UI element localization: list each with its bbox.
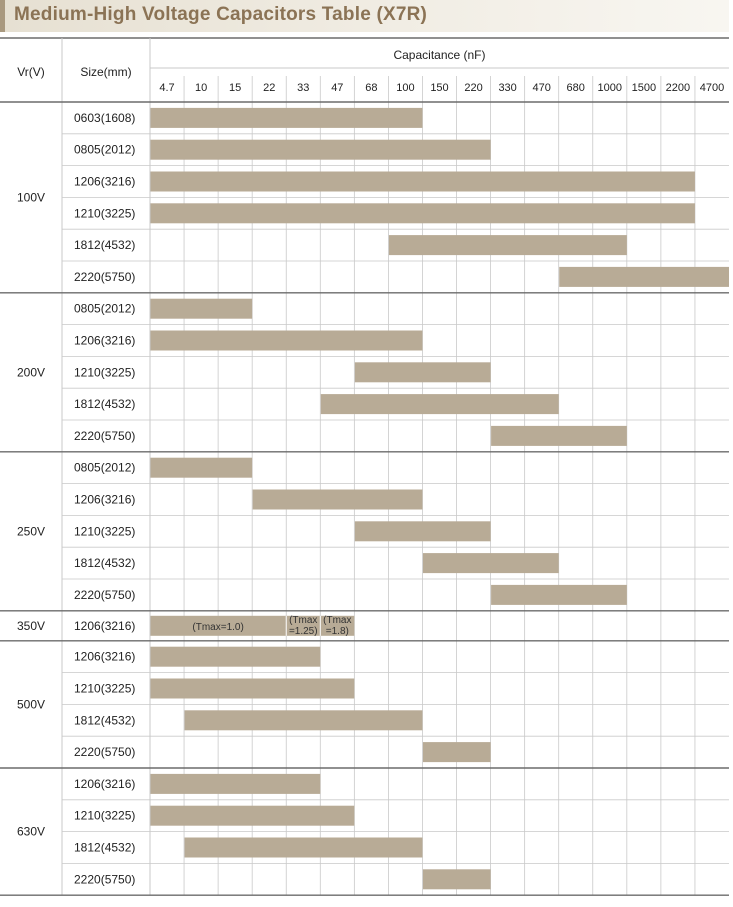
tick-label: 470 — [532, 82, 551, 94]
bar-annotation: (Tmax — [323, 614, 352, 626]
x-axis-label: Capacitance (nF) — [393, 48, 486, 62]
voltage-label: 500V — [16, 697, 46, 712]
range-bar — [151, 679, 355, 699]
range-bar — [151, 172, 695, 192]
title-accent — [0, 0, 5, 32]
size-label: 1206(3216) — [74, 174, 136, 189]
size-label: 2220(5750) — [74, 269, 136, 284]
tick-label: 330 — [498, 82, 517, 94]
size-label: 1206(3216) — [74, 776, 136, 791]
header-size: Size(mm) — [80, 65, 132, 79]
tick-label: 1500 — [631, 82, 657, 94]
voltage-label: 630V — [16, 824, 46, 839]
tick-label: 4700 — [699, 82, 725, 94]
capacitance-range-chart — [0, 36, 733, 902]
size-label: 2220(5750) — [74, 872, 136, 887]
tick-label: 15 — [229, 82, 242, 94]
tick-label: 100 — [396, 82, 415, 94]
size-label: 1210(3225) — [74, 808, 136, 823]
size-label: 2220(5750) — [74, 587, 136, 602]
size-label: 1206(3216) — [74, 492, 136, 507]
size-label: 2220(5750) — [74, 428, 136, 443]
bar-annotation: (Tmax — [289, 614, 318, 626]
size-label: 0805(2012) — [74, 460, 136, 475]
tick-label: 10 — [194, 82, 208, 94]
size-label: 1812(4532) — [74, 713, 136, 728]
title-bar — [0, 0, 729, 32]
range-bar — [151, 203, 695, 223]
tick-label: 680 — [566, 82, 585, 94]
tick-label: 33 — [297, 82, 310, 94]
tick-label: 47 — [331, 82, 344, 94]
range-bar — [151, 806, 355, 826]
bar-annotation: =1.8) — [325, 625, 349, 637]
size-label: 1812(4532) — [74, 397, 136, 412]
tick-label: 22 — [263, 82, 276, 94]
range-bar — [151, 647, 321, 667]
tick-label: 1000 — [597, 82, 623, 94]
voltage-label: 250V — [16, 524, 46, 539]
size-label: 1206(3216) — [74, 333, 136, 348]
tick-label: 4.7 — [159, 82, 175, 94]
size-label: 1812(4532) — [74, 840, 136, 855]
size-label: 0805(2012) — [74, 142, 136, 157]
size-label: 0805(2012) — [74, 301, 136, 316]
range-bar — [151, 774, 321, 794]
tick-label: 2200 — [665, 82, 691, 94]
size-label: 1812(4532) — [74, 238, 136, 253]
range-bar — [321, 394, 559, 414]
size-label: 0603(1608) — [74, 110, 136, 125]
size-label: 2220(5750) — [74, 745, 136, 760]
range-bar — [151, 458, 253, 478]
range-bar — [389, 235, 627, 255]
range-bar — [491, 426, 627, 446]
bar-annotation: =1.25) — [288, 625, 318, 637]
range-bar — [491, 585, 627, 605]
header-vr: Vr(V) — [17, 65, 45, 79]
range-bar — [355, 521, 491, 541]
range-bar — [423, 869, 491, 889]
range-bar — [355, 362, 491, 382]
size-label: 1206(3216) — [74, 649, 136, 664]
page-title: Medium-High Voltage Capacitors Table (X7R) — [14, 4, 428, 25]
range-bar — [151, 331, 423, 351]
size-label: 1210(3225) — [74, 206, 136, 221]
range-bar — [423, 553, 559, 573]
voltage-label: 350V — [16, 618, 46, 633]
range-bar — [151, 140, 491, 160]
range-bar — [151, 108, 423, 128]
voltage-label: 100V — [16, 190, 46, 205]
tick-label: 68 — [365, 82, 378, 94]
size-label: 1210(3225) — [74, 681, 136, 696]
range-bar — [423, 742, 491, 762]
tick-label: 150 — [430, 82, 449, 94]
size-label: 1812(4532) — [74, 556, 136, 571]
range-bar — [151, 299, 253, 319]
range-bar — [185, 838, 423, 858]
range-bar — [253, 490, 423, 510]
range-bar — [185, 710, 423, 730]
tick-label: 220 — [464, 82, 483, 94]
voltage-label: 200V — [16, 365, 46, 380]
size-label: 1210(3225) — [74, 365, 136, 380]
bar-annotation: (Tmax=1.0) — [192, 621, 244, 633]
size-label: 1210(3225) — [74, 524, 136, 539]
range-bar — [559, 267, 729, 287]
size-label: 1206(3216) — [74, 618, 136, 633]
